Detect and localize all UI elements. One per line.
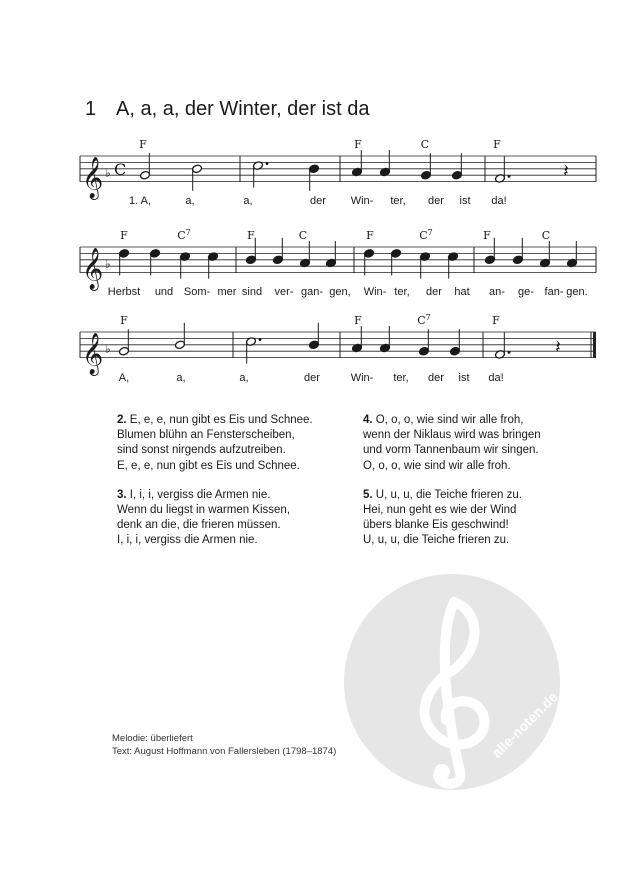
verse-number: 5. <box>363 488 373 501</box>
lyric-syllable: gen, <box>329 286 351 298</box>
lyric-syllable: a, <box>176 372 186 384</box>
lyric-syllable: A, <box>118 372 130 384</box>
lyric-syllable: ter, <box>394 286 410 298</box>
chord-symbol: F <box>120 314 128 327</box>
lyric-syllable: gen. <box>566 286 588 298</box>
verse-line: O, o, o, wie sind wir alle froh. <box>363 459 511 472</box>
lyric-syllable: a, <box>243 195 253 207</box>
augmentation-dot <box>508 175 511 178</box>
verse-line-text: U, u, u, die Teiche frieren zu. <box>375 488 522 501</box>
augmentation-dot <box>259 338 262 341</box>
text-credit: Text: August Hoffmann von Fallersleben (1798–1874) <box>112 746 337 757</box>
lyric-syllable: Win- <box>363 286 387 298</box>
verse-line: Wenn du liegst in warmen Kissen, <box>117 504 291 517</box>
chord-symbol: F <box>120 229 128 242</box>
lyric-syllable: ist <box>458 372 470 384</box>
verse-line-text: E, e, e, nun gibt es Eis und Schnee. <box>129 414 313 426</box>
lyric-syllable: a, <box>185 195 195 207</box>
chord-symbol: C <box>420 138 430 151</box>
verse-number: 2. <box>117 414 127 426</box>
final-barline-thick <box>593 332 596 358</box>
verses-right <box>363 413 541 563</box>
verse-line: übers blanke Eis geschwind! <box>363 519 509 532</box>
chord-symbol: F <box>354 314 362 327</box>
lyric-syllable: der <box>304 372 320 384</box>
quarter-rest-icon: 𝄽 <box>555 337 561 359</box>
lyric-syllable: der <box>428 195 444 207</box>
lyric-syllable: ter, <box>390 195 406 207</box>
verse-line <box>363 488 541 503</box>
lyric-syllable: an- <box>489 286 505 298</box>
treble-clef-icon: 𝄞 <box>82 248 104 290</box>
chord-symbol: F <box>366 229 374 242</box>
watermark-logo <box>342 572 562 792</box>
chord-symbol: F <box>483 229 491 242</box>
treble-clef-icon: 𝄞 <box>82 333 104 375</box>
lyric-syllable: hat <box>454 286 470 298</box>
chord-symbol: F <box>247 229 255 242</box>
verse-line-text: O, o, o, wie sind wir alle froh, <box>375 414 524 426</box>
lyric-syllable: der <box>310 195 326 207</box>
lyric-syllable: Herbst <box>107 286 141 298</box>
verse-line <box>117 488 313 503</box>
verse-line: U, u, u, die Teiche frieren zu. <box>363 534 510 547</box>
quarter-rest-icon: 𝄽 <box>563 161 569 183</box>
augmentation-dot <box>508 351 511 354</box>
verse-line: Hei, nun geht es wie der Wind <box>363 504 517 517</box>
flat-key-signature-icon: ♭ <box>105 257 111 272</box>
lyric-syllable: gan- <box>300 286 324 298</box>
chord-symbol: $C^7$ <box>419 228 433 242</box>
watermark-text: alle-noten.de <box>488 688 561 761</box>
augmentation-dot <box>266 162 269 165</box>
lyric-syllable: und <box>154 286 174 298</box>
song-title: A, a, a, der Winter, der ist da <box>116 98 370 120</box>
verse-line: und vorm Tannenbaum wir singen. <box>363 444 539 457</box>
flat-key-signature-icon: ♭ <box>105 342 111 357</box>
verse-line <box>117 413 313 428</box>
chord-symbol: $C^7$ <box>417 313 431 327</box>
lyric-syllable: da! <box>488 372 504 384</box>
song-number: 1 <box>85 98 97 120</box>
lyric-syllable: mer <box>217 286 237 298</box>
verse-4 <box>363 413 541 474</box>
lyric-syllable: da! <box>491 195 507 207</box>
chord-symbol: F <box>493 138 501 151</box>
lyric-syllable: Win- <box>350 195 374 207</box>
flat-key-signature-icon: ♭ <box>105 166 111 181</box>
lyric-syllable: 1. A, <box>128 195 152 207</box>
lyric-syllable: ist <box>459 195 471 207</box>
chord-symbol: C <box>298 229 308 242</box>
verse-line: Blumen blühn an Fensterscheiben, <box>117 429 295 442</box>
chord-symbol: F <box>492 314 500 327</box>
chord-symbol: F <box>139 138 147 151</box>
verse-line-text: I, i, i, vergiss die Armen nie. <box>129 488 271 501</box>
verse-line <box>363 413 541 428</box>
chord-symbol: F <box>354 138 362 151</box>
verse-line: E, e, e, nun gibt es Eis und Schnee. <box>117 459 300 472</box>
lyric-syllable: Som- <box>183 286 211 298</box>
verse-3 <box>117 488 313 549</box>
lyric-syllable: ver- <box>274 286 294 298</box>
verse-line: wenn der Niklaus wird was bringen <box>363 429 541 442</box>
credits <box>112 732 336 758</box>
lyric-syllable: ter, <box>393 372 409 384</box>
verse-line: denk an die, die frieren müssen. <box>117 519 281 532</box>
common-time-icon: C <box>114 160 127 180</box>
verse-line: I, i, i, vergiss die Armen nie. <box>117 534 258 547</box>
treble-clef-icon: 𝄞 <box>82 157 104 199</box>
chord-symbol: C <box>541 229 551 242</box>
verse-5 <box>363 488 541 549</box>
sheet-music <box>0 0 640 400</box>
verse-2 <box>117 413 313 474</box>
lyric-syllable: Win- <box>350 372 374 384</box>
lyric-syllable: sind <box>241 286 263 298</box>
lyric-syllable: a, <box>239 372 249 384</box>
lyric-syllable: der <box>428 372 444 384</box>
verse-number: 4. <box>363 414 373 426</box>
lyric-syllable: fan- <box>544 286 564 298</box>
chord-symbol: $C^7$ <box>177 228 191 242</box>
verse-line: sind sonst nirgends aufzutreiben. <box>117 444 286 457</box>
verses-left <box>117 413 313 563</box>
lyric-syllable: der <box>426 286 442 298</box>
lyric-syllable: ge- <box>518 286 534 298</box>
verse-number: 3. <box>117 488 127 501</box>
melody-credit: Melodie: überliefert <box>112 733 193 744</box>
